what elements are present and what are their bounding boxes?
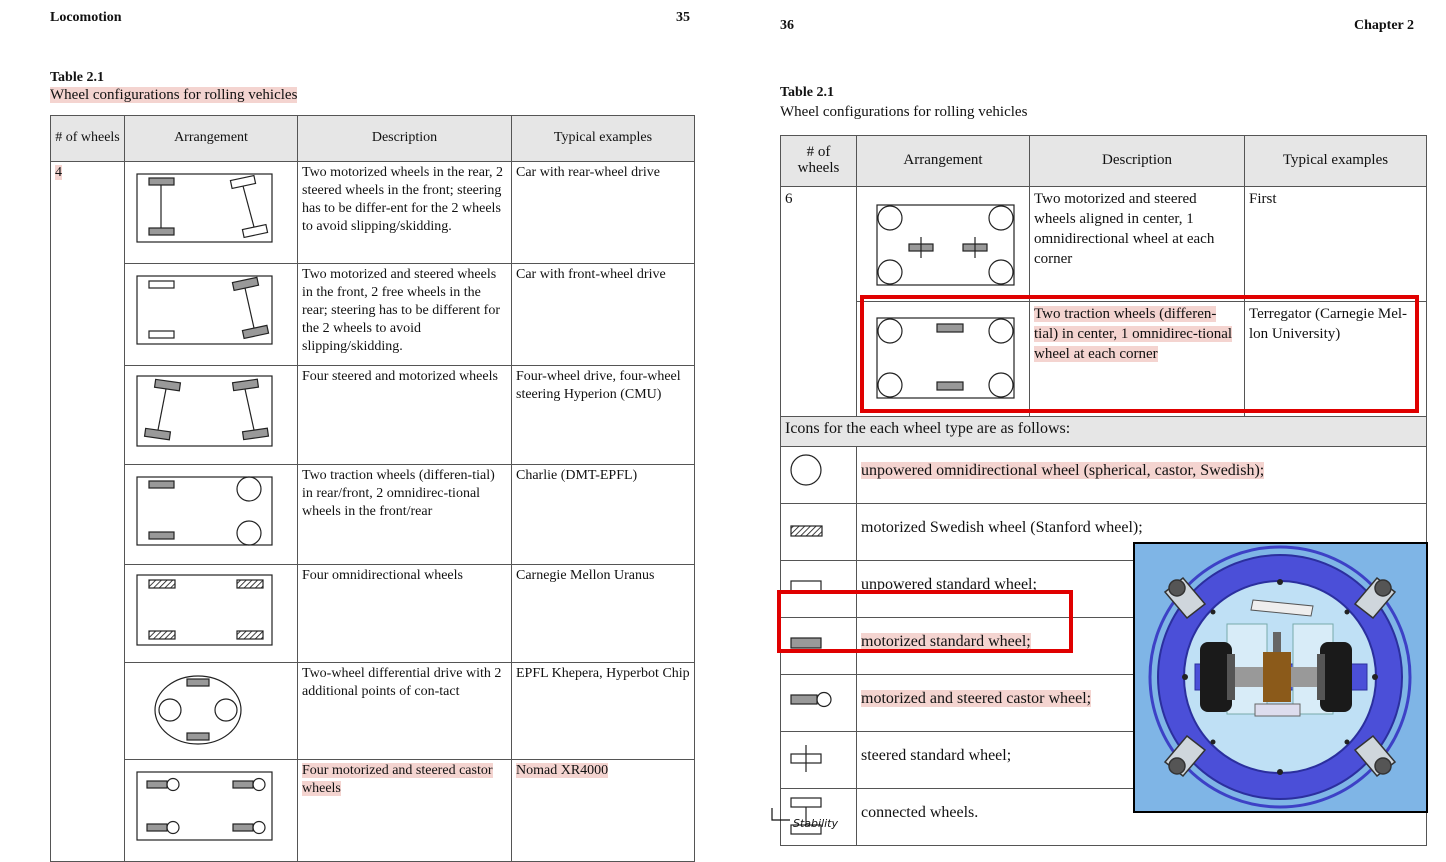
row-description: Two motorized and steered wheels in the front, 2 free wheels in the rear; steering has to be different for the 2 wheels to avoid slipping/skidding. [298, 264, 512, 366]
row-example: Car with rear-wheel drive [512, 162, 695, 264]
table-row [51, 565, 695, 663]
right-page-number: 36 [780, 18, 794, 33]
wheel-count-cell: 6 [781, 187, 857, 417]
col-header-examples: Typical examples [512, 116, 695, 162]
col-header-wheels: # of wheels [51, 116, 125, 162]
left-page-number: 35 [676, 10, 690, 25]
col-header-description: Description [298, 116, 512, 162]
left-running-header: Locomotion [50, 10, 122, 25]
col-header-wheels: # of wheels [781, 136, 857, 187]
arrangement-diagram [125, 760, 298, 862]
row-description: Two motorized wheels in the rear, 2 steered wheels in the front; steering has to be differ-ent for the 2 wheels to avoid slipping/skidding. [298, 162, 512, 264]
legend-text: motorized and steered castor wheel; [857, 675, 1427, 732]
arrangement-diagram [125, 565, 298, 663]
right-running-header: Chapter 2 [1354, 18, 1415, 33]
row-description: Two traction wheels (differen-tial) in center, 1 omnidirec-tional wheel at each corner [1030, 302, 1245, 417]
col-header-arrangement: Arrangement [857, 136, 1030, 187]
annotation-box-terregator [860, 295, 1419, 413]
right-table-caption: Wheel configurations for rolling vehicles [780, 104, 1028, 120]
omni-wheel-icon [781, 447, 857, 504]
table-row [51, 264, 695, 366]
table-row [51, 366, 695, 465]
row-example: EPFL Khepera, Hyperbot Chip [512, 663, 695, 760]
arrangement-diagram [125, 162, 298, 264]
left-table-caption: Wheel configurations for rolling vehicles [50, 87, 298, 103]
row-description: Four steered and motorized wheels [298, 366, 512, 465]
wheel-count-cell: 4 [51, 162, 125, 862]
legend-text: unpowered omnidirectional wheel (spherical, castor, Swedish); [857, 447, 1427, 504]
row-description: Two-wheel differential drive with 2 additional points of con-tact [298, 663, 512, 760]
legend-text: connected wheels. [857, 789, 1427, 846]
castor-wheel-icon [781, 675, 857, 732]
row-example: Nomad XR4000 [512, 760, 695, 862]
row-example: Four-wheel drive, four-wheel steering Hyperion (CMU) [512, 366, 695, 465]
legend-text: unpowered standard wheel; [857, 561, 1427, 618]
legend-text: motorized Swedish wheel (Stanford wheel); [857, 504, 1427, 561]
robot-image [1133, 542, 1428, 813]
row-example: Charlie (DMT-EPFL) [512, 465, 695, 565]
table-row [51, 162, 695, 264]
left-wheel-table [50, 115, 695, 862]
row-example: Carnegie Mellon Uranus [512, 565, 695, 663]
row-example: Car with front-wheel drive [512, 264, 695, 366]
arrangement-diagram [125, 663, 298, 760]
table-row [51, 663, 695, 760]
col-header-description: Description [1030, 136, 1245, 187]
row-example: Terregator (Carnegie Mel-lon University) [1245, 302, 1427, 417]
legend-text: steered standard wheel; [857, 732, 1427, 789]
col-header-arrangement: Arrangement [125, 116, 298, 162]
row-description: Two traction wheels (differen-tial) in rear/front, 2 omnidirec-tional wheels in the front/rear [298, 465, 512, 565]
row-description: Four motorized and steered castor wheels [298, 760, 512, 862]
legend-row [781, 447, 1427, 504]
swedish-wheel-icon [781, 504, 857, 561]
arrangement-diagram [125, 366, 298, 465]
legend-text: motorized standard wheel; [857, 618, 1427, 675]
icons-section-header: Icons for the each wheel type are as follows: [781, 417, 1427, 447]
left-table-label: Table 2.1 [50, 70, 104, 85]
arrangement-diagram [125, 465, 298, 565]
table-row [51, 760, 695, 862]
handwritten-note: Stability [793, 817, 839, 830]
row-description: Two motorized and steered wheels aligned in center, 1 omnidirectional wheel at each corner [1030, 187, 1245, 302]
annotation-box-motorized-wheel [777, 590, 1073, 653]
steered-standard-wheel-icon [781, 732, 857, 789]
row-description: Four omnidirectional wheels [298, 565, 512, 663]
arrangement-diagram [857, 187, 1030, 302]
table-row [51, 465, 695, 565]
table-row [781, 187, 1427, 302]
col-header-examples: Typical examples [1245, 136, 1427, 187]
row-example: First [1245, 187, 1427, 302]
right-table-label: Table 2.1 [780, 85, 834, 100]
arrangement-diagram [125, 264, 298, 366]
